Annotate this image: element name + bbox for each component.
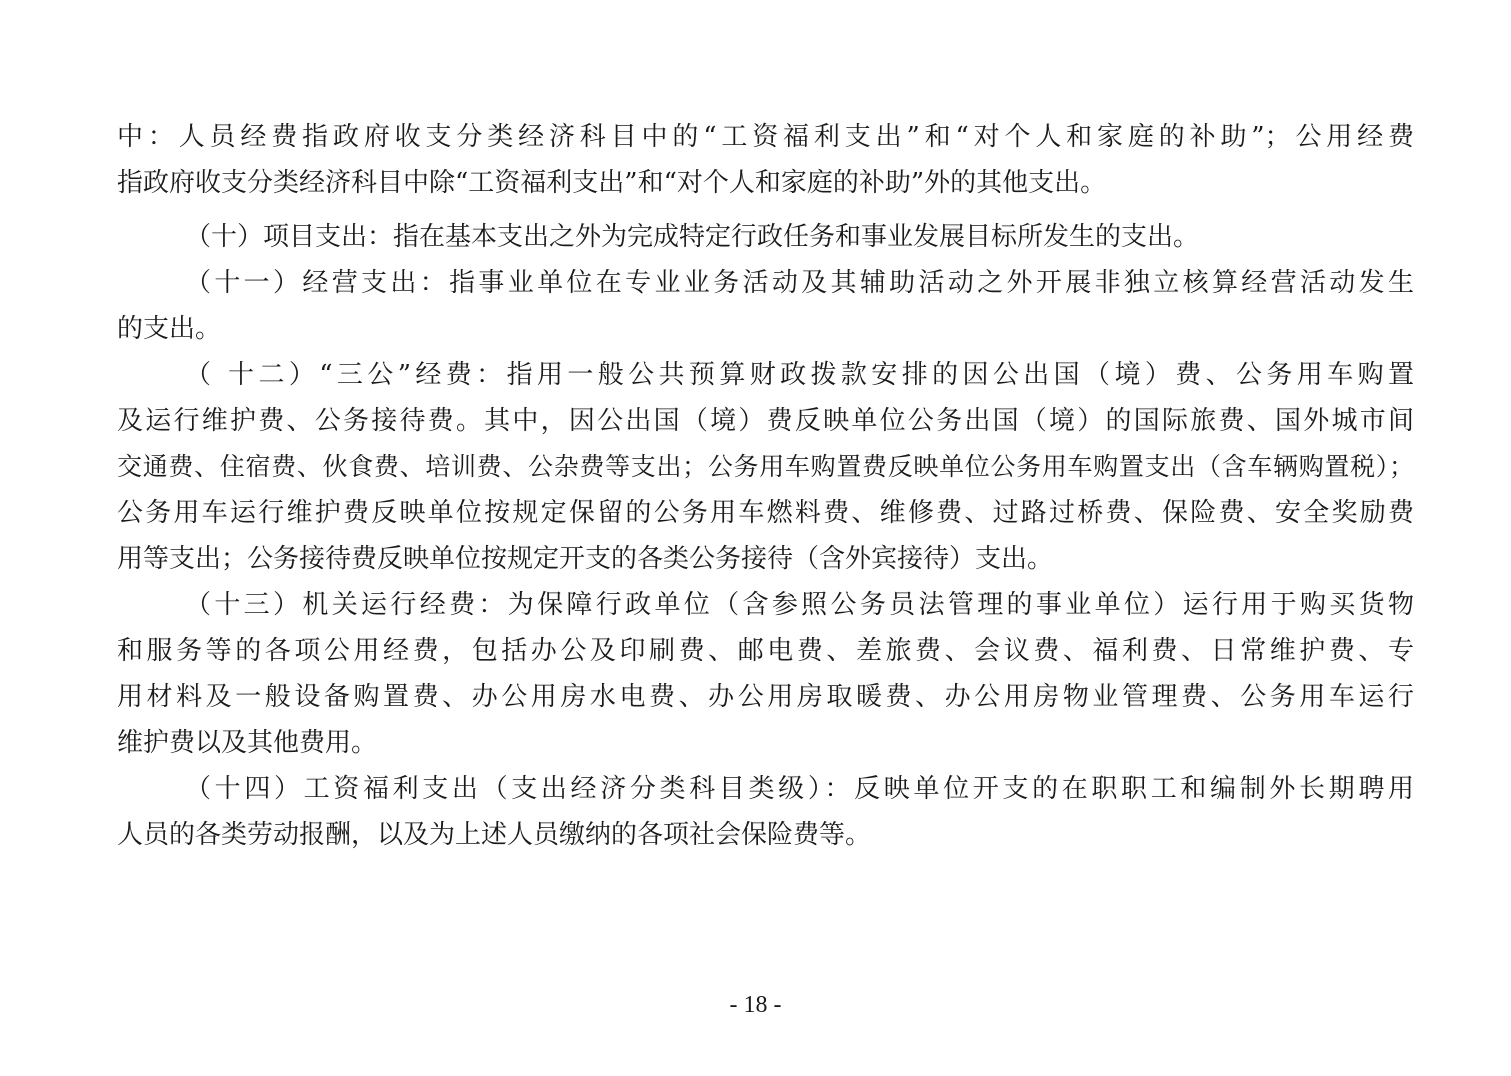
text-line: 的支出。 (117, 314, 222, 344)
text-line: 及运行维护费、公务接待费。其中，因公出国（境）费反映单位公务出国（境）的国际旅费、国外城市间 (117, 406, 1414, 436)
paragraph-item-10: （十）项目支出：指在基本支出之外为完成特定行政任务和事业发展目标所发生的支出。 (185, 222, 1200, 252)
paragraph-item-11: （十一）经营支出：指事业单位在专业业务活动及其辅助活动之外开展非独立核算经营活动发生 (185, 268, 1414, 298)
text-line: 和服务等的各项公用经费，包括办公及印刷费、邮电费、差旅费、会议费、福利费、日常维护费、专 (117, 636, 1414, 666)
page-number: - 18 - (729, 992, 782, 1018)
text-line: 指政府收支分类经济科目中除“工资福利支出”和“对个人和家庭的补助”外的其他支出。 (117, 168, 1107, 198)
text-line: 中：人员经费指政府收支分类经济科目中的“工资福利支出”和“对个人和家庭的补助”；公用经费 (117, 122, 1414, 152)
text-line: 用材料及一般设备购置费、办公用房水电费、办公用房取暖费、办公用房物业管理费、公务用车运行 (117, 682, 1414, 712)
text-line: 交通费、住宿费、伙食费、培训费、公杂费等支出；公务用车购置费反映单位公务用车购置支出（含车辆购置税）； (117, 452, 1414, 481)
paragraph-item-13: （十三）机关运行经费：为保障行政单位（含参照公务员法管理的事业单位）运行用于购买货物 (185, 590, 1414, 620)
paragraph-item-12: （ 十二）“三公”经费：指用一般公共预算财政拨款安排的因公出国（境）费、公务用车购置 (185, 360, 1414, 390)
text-line: 维护费以及其他费用。 (117, 728, 378, 758)
paragraph-item-14: （十四）工资福利支出（支出经济分类科目类级）：反映单位开支的在职职工和编制外长期聘用 (185, 774, 1414, 804)
text-line: 公务用车运行维护费反映单位按规定保留的公务用车燃料费、维修费、过路过桥费、保险费、安全奖励费 (117, 498, 1414, 528)
text-line: 人员的各类劳动报酬，以及为上述人员缴纳的各项社会保险费等。 (117, 820, 872, 850)
text-line: 用等支出；公务接待费反映单位按规定开支的各类公务接待（含外宾接待）支出。 (117, 544, 1054, 574)
